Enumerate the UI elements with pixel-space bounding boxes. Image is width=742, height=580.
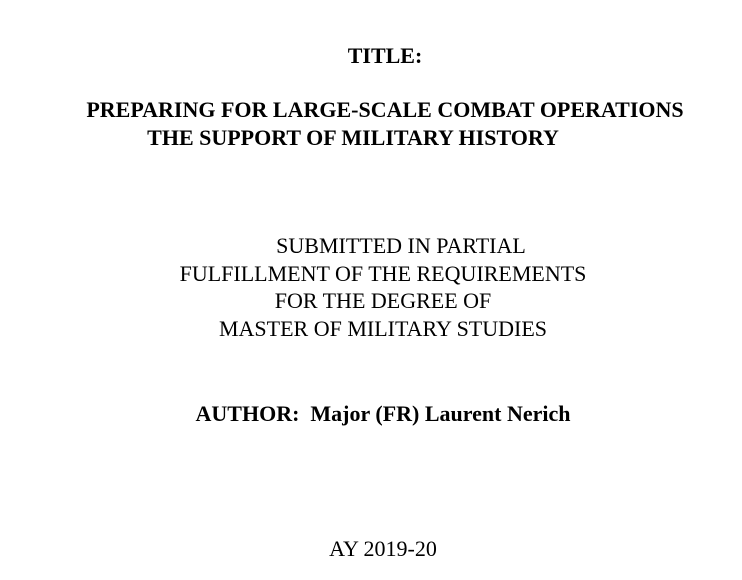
thesis-title-line-2: THE SUPPORT OF MILITARY HISTORY [147, 125, 559, 150]
title-label: TITLE: [347, 43, 423, 68]
submission-line-2: FULFILLMENT OF THE REQUIREMENTS [179, 261, 587, 286]
submission-line-1: SUBMITTED IN PARTIAL [276, 233, 526, 258]
thesis-title-line-1: PREPARING FOR LARGE-SCALE COMBAT OPERATIONS [86, 97, 684, 122]
academic-year: AY 2019-20 [329, 536, 437, 561]
submission-line-3: FOR THE DEGREE OF [274, 288, 492, 313]
author-line: AUTHOR: Major (FR) Laurent Nerich [195, 401, 571, 426]
submission-line-4: MASTER OF MILITARY STUDIES [218, 316, 548, 341]
